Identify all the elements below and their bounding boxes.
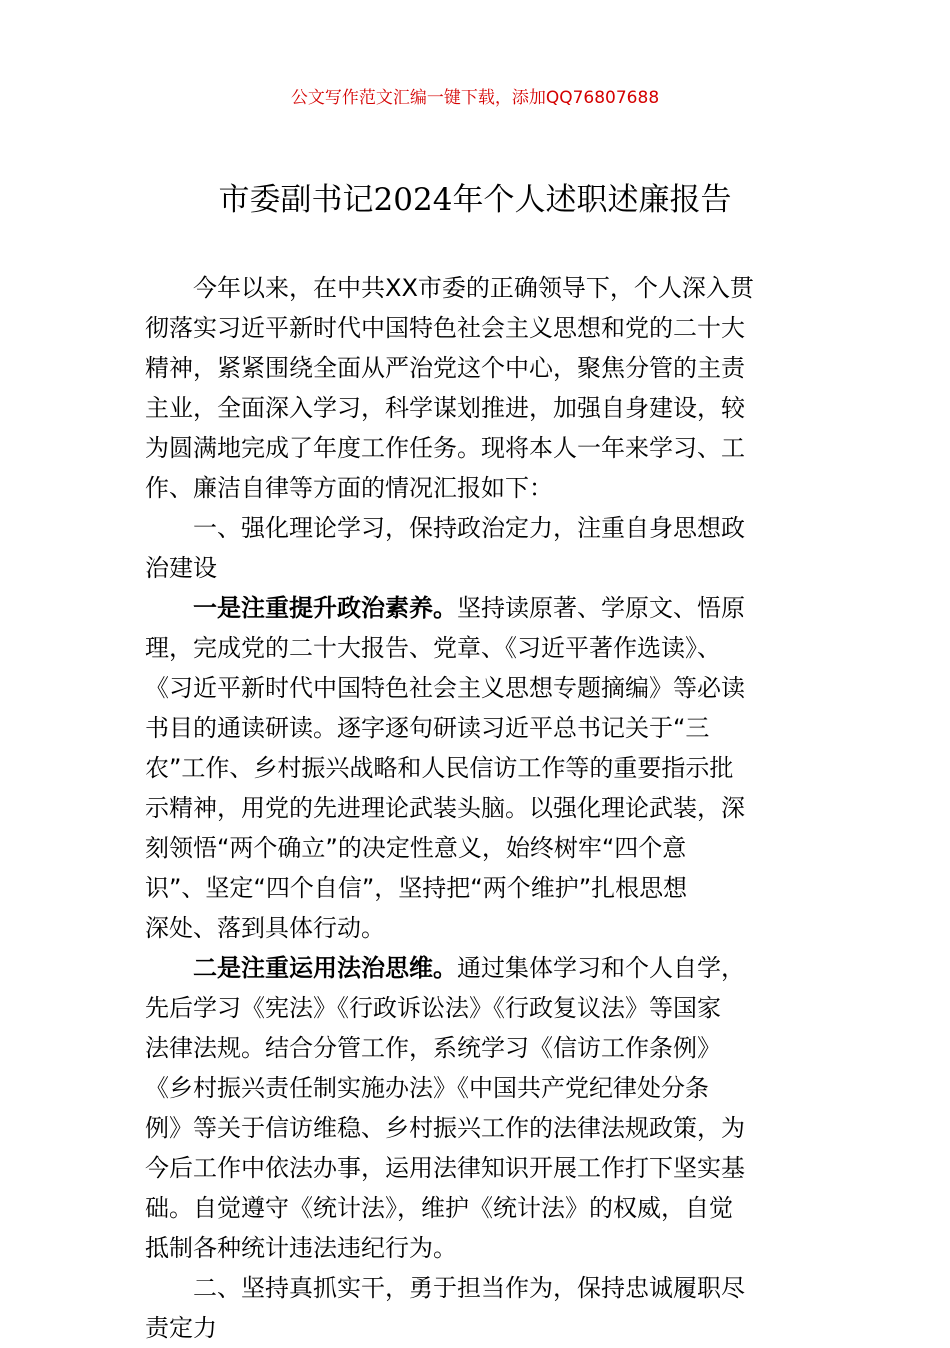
item-lead: 一是注重提升政治素养。	[193, 594, 457, 622]
section-heading: 治建设	[145, 554, 217, 582]
item-line: 今后工作中依法办事，运用法律知识开展工作打下坚实基	[145, 1154, 745, 1182]
intro-line: 精神，紧紧围绕全面从严治党这个中心，聚焦分管的主责	[145, 354, 745, 382]
section-heading: 责定力	[145, 1314, 217, 1342]
item-line: 刻领悟“两个确立”的决定性意义，始终树牢“四个意	[145, 834, 687, 862]
item-line: 抵制各种统计违法违纪行为。	[145, 1234, 457, 1262]
item-first-line	[145, 948, 807, 988]
item-line: 《乡村振兴责任制实施办法》《中国共产党纪律处分条	[145, 1074, 709, 1102]
item-line: 识”、坚定“四个自信”，坚持把“两个维护”扎根思想	[145, 874, 688, 902]
item-first-line	[145, 588, 807, 628]
item-lead: 二是注重运用法治思维。	[193, 954, 457, 982]
document-title: 市委副书记2024年个人述职述廉报告	[218, 182, 732, 218]
item-line: 先后学习《宪法》《行政诉讼法》《行政复议法》等国家	[145, 994, 721, 1022]
item-text: 通过集体学习和个人自学，	[457, 954, 745, 982]
item-line: 《习近平新时代中国特色社会主义思想专题摘编》等必读	[145, 674, 745, 702]
header-note: 公文写作范文汇编一键下载，添加QQ76807688	[290, 88, 660, 108]
section-heading: 一、强化理论学习，保持政治定力，注重自身思想政	[193, 514, 745, 542]
item-line: 础。自觉遵守《统计法》，维护《统计法》的权威，自觉	[145, 1194, 733, 1222]
item-line: 农”工作、乡村振兴战略和人民信访工作等的重要指示批	[145, 754, 734, 782]
document-body	[145, 268, 807, 1348]
item-text: 坚持读原著、学原文、悟原	[457, 594, 745, 622]
item-line: 示精神，用党的先进理论武装头脑。以强化理论武装，深	[145, 794, 745, 822]
intro-line: 彻落实习近平新时代中国特色社会主义思想和党的二十大	[145, 314, 745, 342]
intro-line: 主业，全面深入学习，科学谋划推进，加强自身建设，较	[145, 394, 745, 422]
item-line: 法律法规。结合分管工作，系统学习《信访工作条例》	[145, 1034, 721, 1062]
intro-line: 今年以来，在中共XX市委的正确领导下，个人深入贯	[193, 274, 754, 302]
item-line: 理，完成党的二十大报告、党章、《习近平著作选读》、	[145, 634, 721, 662]
section-heading: 二、坚持真抓实干，勇于担当作为，保持忠诚履职尽	[193, 1274, 745, 1302]
intro-line: 为圆满地完成了年度工作任务。现将本人一年来学习、工	[145, 434, 745, 462]
item-line: 深处、落到具体行动。	[145, 914, 385, 942]
item-line: 例》等关于信访维稳、乡村振兴工作的法律法规政策，为	[145, 1114, 745, 1142]
intro-line: 作、廉洁自律等方面的情况汇报如下：	[145, 474, 553, 502]
item-line: 书目的通读研读。逐字逐句研读习近平总书记关于“三	[145, 714, 710, 742]
